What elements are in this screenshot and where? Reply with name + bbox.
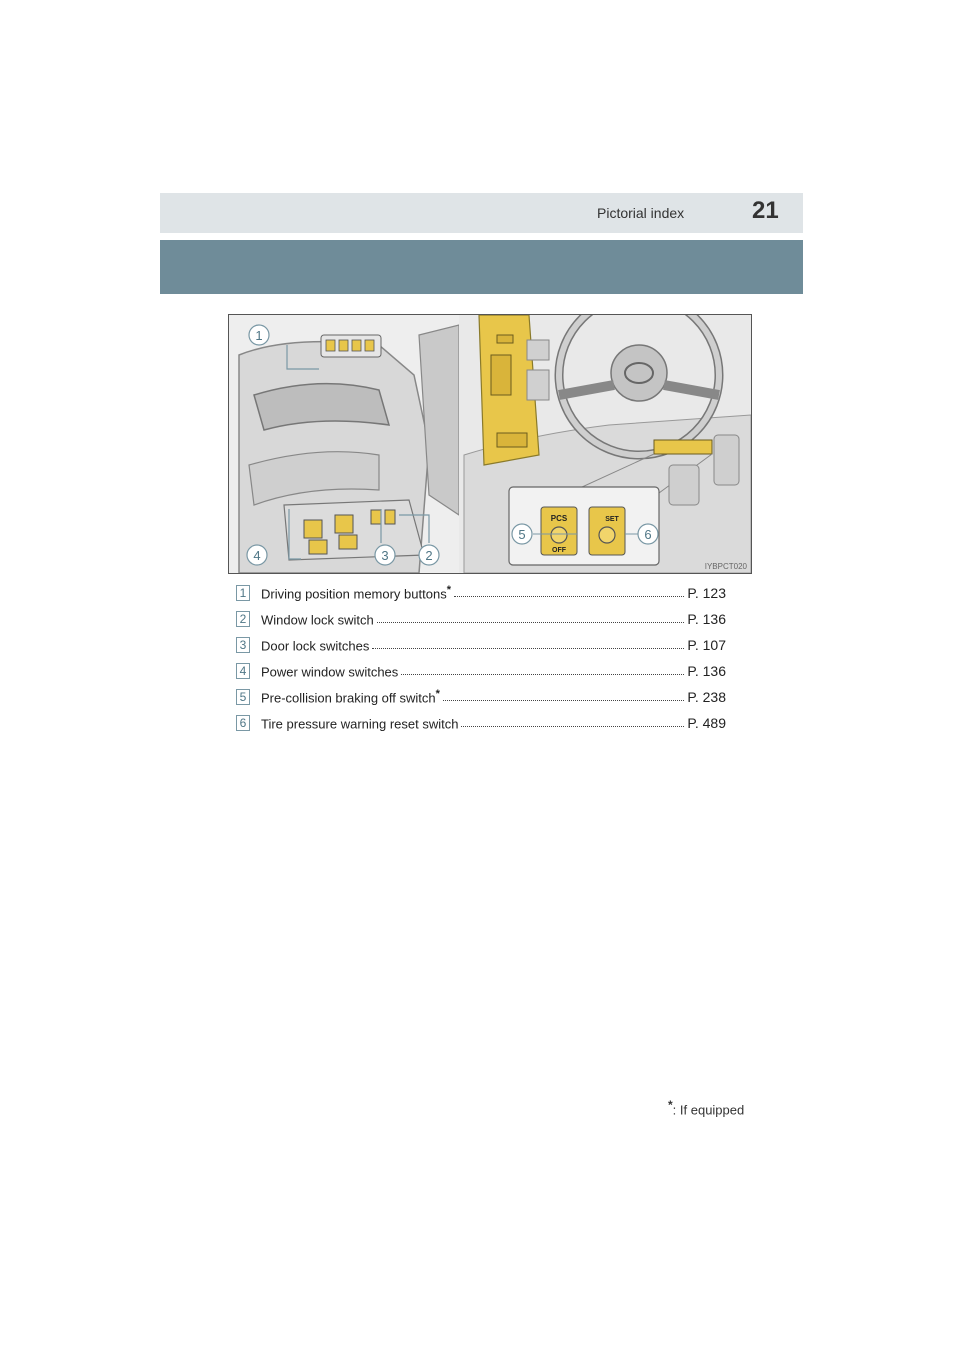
item-number: 5 — [236, 689, 250, 705]
dot-leader — [461, 726, 684, 727]
dot-leader — [372, 648, 684, 649]
asterisk-mark: * — [435, 688, 440, 701]
page-number: 21 — [752, 197, 779, 224]
list-item — [236, 658, 726, 684]
header-title: Pictorial index — [597, 205, 685, 221]
page-ref[interactable]: P. 136 — [687, 611, 726, 627]
item-label[interactable]: Door lock switches — [261, 638, 370, 654]
dot-leader — [401, 674, 684, 675]
item-label[interactable]: Driving position memory buttons* — [261, 584, 451, 602]
callout-3 — [375, 545, 395, 565]
svg-text:6: 6 — [644, 527, 652, 542]
footnote — [668, 1098, 744, 1117]
page-ref[interactable]: P. 489 — [687, 715, 726, 731]
page-ref[interactable]: P. 107 — [687, 637, 726, 653]
item-label[interactable]: Pre-collision braking off switch* — [261, 688, 440, 706]
item-label[interactable]: Power window switches — [261, 664, 399, 680]
item-label[interactable]: Tire pressure warning reset switch — [261, 716, 459, 732]
svg-text:2: 2 — [425, 548, 433, 563]
callout-4 — [247, 545, 267, 565]
list-item — [236, 632, 726, 658]
asterisk-mark: * — [446, 584, 451, 597]
interior-illustration — [228, 314, 752, 574]
dot-leader — [377, 622, 685, 623]
page-ref[interactable]: P. 136 — [687, 663, 726, 679]
callout-5 — [512, 524, 532, 544]
item-number: 6 — [236, 715, 250, 731]
off-label: OFF — [552, 547, 566, 554]
item-number: 3 — [236, 637, 250, 653]
list-item — [236, 710, 726, 736]
callout-6 — [638, 524, 658, 544]
list-item — [236, 580, 726, 606]
footnote-mark: * — [668, 1098, 673, 1112]
dot-leader — [454, 596, 684, 597]
svg-text:5: 5 — [518, 527, 526, 542]
header-band — [160, 193, 803, 233]
svg-text:1: 1 — [255, 328, 263, 343]
svg-text:4: 4 — [253, 548, 261, 563]
list-item — [236, 606, 726, 632]
figure-code: IYBPCT020 — [704, 562, 747, 571]
page-ref[interactable]: P. 123 — [687, 585, 726, 601]
pcs-label: PCS — [550, 514, 568, 523]
footnote-text: : If equipped — [672, 1102, 745, 1118]
svg-text:3: 3 — [381, 548, 389, 563]
list-item — [236, 684, 726, 710]
item-number: 4 — [236, 663, 250, 679]
item-list — [236, 580, 726, 736]
item-number: 2 — [236, 611, 250, 627]
item-label[interactable]: Window lock switch — [261, 612, 374, 628]
section-band — [160, 240, 803, 294]
switch-inset — [509, 487, 659, 565]
dot-leader — [443, 700, 684, 701]
door-panel-illustration — [229, 315, 459, 573]
item-number: 1 — [236, 585, 250, 601]
page-ref[interactable]: P. 238 — [687, 689, 726, 705]
set-label: SET — [605, 516, 619, 523]
callout-2 — [419, 545, 439, 565]
callout-1 — [249, 325, 269, 345]
